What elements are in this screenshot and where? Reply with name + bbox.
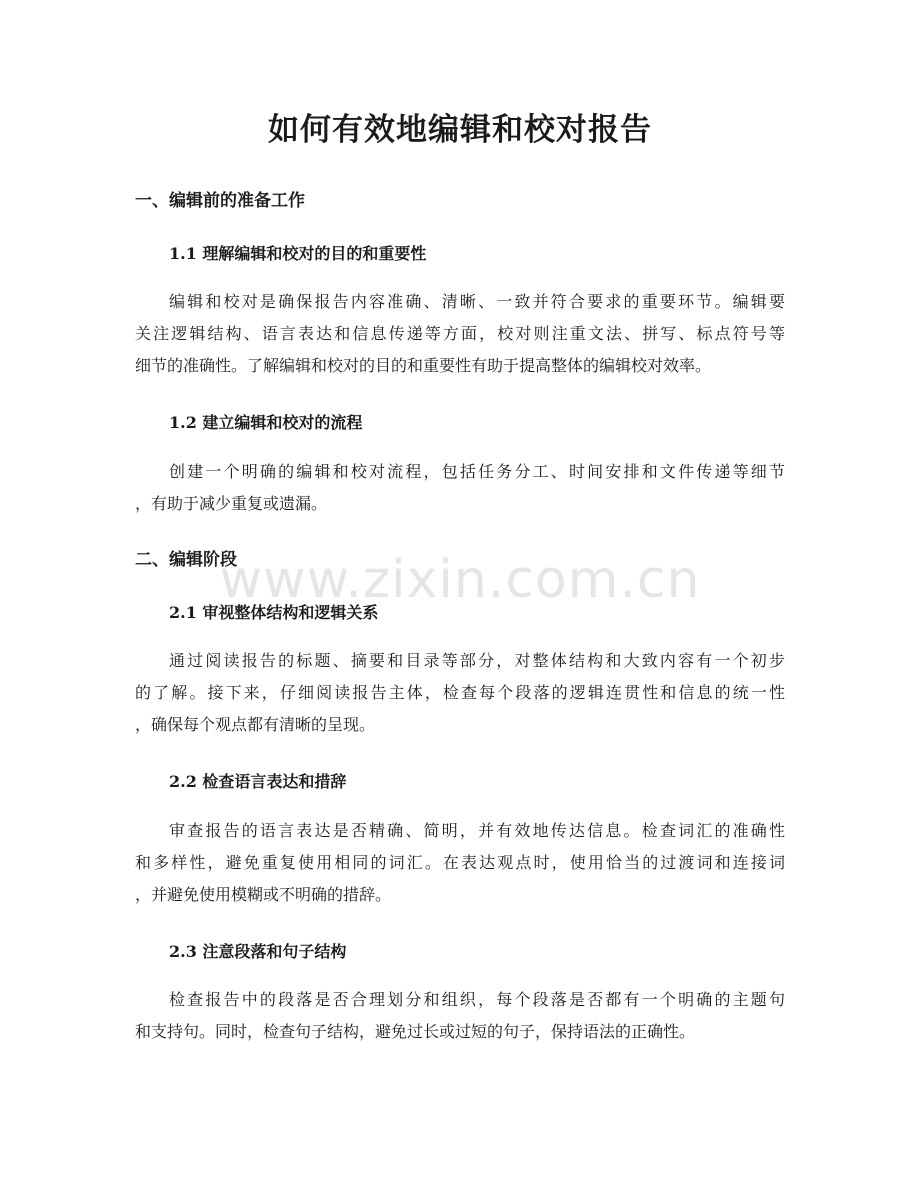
- subsection-heading-1-2: 1.2 建立编辑和校对的流程: [169, 413, 363, 432]
- paragraph-line: 通过阅读报告的标题、摘要和目录等部分，对整体结构和大致内容有一个初步: [169, 651, 785, 670]
- paragraph-2-3: [135, 984, 785, 1048]
- paragraph-1-2: [135, 456, 785, 520]
- paragraph-line: 的了解。接下来，仔细阅读报告主体，检查每个段落的逻辑连贯性和信息的统一性: [135, 683, 785, 702]
- watermark-text: www.zixin.com.cn: [219, 550, 701, 610]
- paragraph-line: ，并避免使用模糊或不明确的措辞。: [135, 885, 392, 904]
- paragraph-line: 和支持句。同时，检查句子结构，避免过长或过短的句子，保持语法的正确性。: [135, 1022, 696, 1041]
- paragraph-line: 和多样性，避免重复使用相同的词汇。在表达观点时，使用恰当的过渡词和连接词: [135, 853, 785, 872]
- paragraph-1-1: [135, 286, 785, 382]
- paragraph-line: 细节的准确性。了解编辑和校对的目的和重要性有助于提高整体的编辑校对效率。: [135, 356, 712, 375]
- paragraph-line: 检查报告中的段落是否合理划分和组织，每个段落是否都有一个明确的主题句: [169, 990, 785, 1009]
- subsection-heading-2-3: 2.3 注意段落和句子结构: [169, 942, 347, 961]
- paragraph-line: 关注逻辑结构、语言表达和信息传递等方面，校对则注重文法、拼写、标点符号等: [135, 324, 785, 343]
- paragraph-2-2: [135, 815, 785, 911]
- paragraph-line: 编辑和校对是确保报告内容准确、清晰、一致并符合要求的重要环节。编辑要: [169, 292, 785, 311]
- section-heading-2: 二、编辑阶段: [135, 550, 237, 570]
- paragraph-line: ，有助于减少重复或遗漏。: [135, 494, 328, 513]
- paragraph-line: ，确保每个观点都有清晰的呈现。: [135, 715, 376, 734]
- document-title: 如何有效地编辑和校对报告: [268, 112, 652, 148]
- subsection-heading-2-1: 2.1 审视整体结构和逻辑关系: [169, 603, 379, 622]
- paragraph-line: 审查报告的语言表达是否精确、简明，并有效地传达信息。检查词汇的准确性: [169, 821, 785, 840]
- paragraph-2-1: [135, 645, 785, 741]
- section-heading-1: 一、编辑前的准备工作: [135, 191, 305, 211]
- subsection-heading-2-2: 2.2 检查语言表达和措辞: [169, 772, 347, 791]
- paragraph-line: 创建一个明确的编辑和校对流程，包括任务分工、时间安排和文件传递等细节: [169, 462, 785, 481]
- subsection-heading-1-1: 1.1 理解编辑和校对的目的和重要性: [169, 244, 427, 263]
